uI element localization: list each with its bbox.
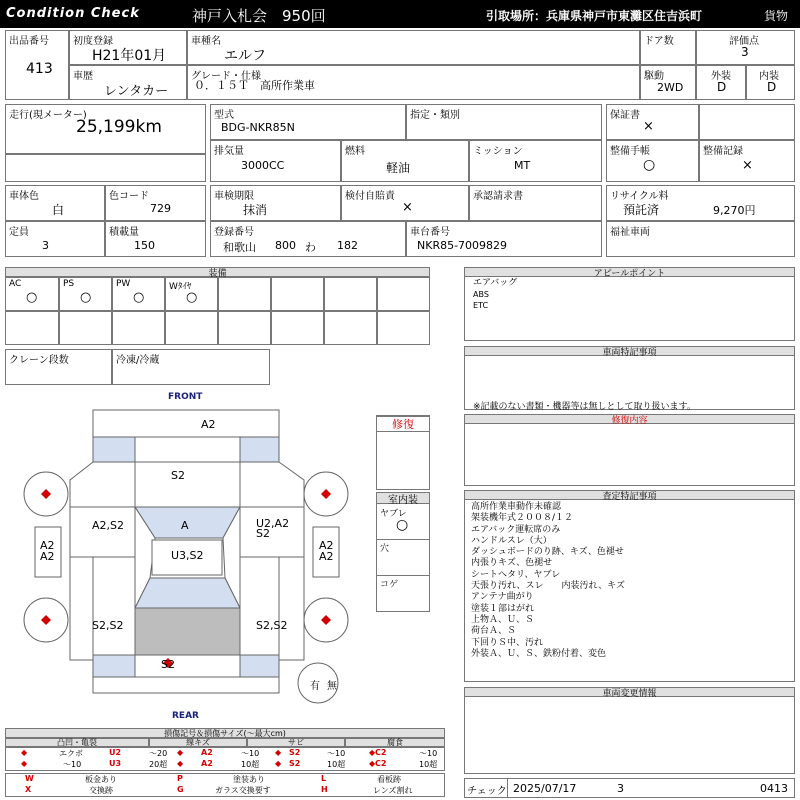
- inspection-line: 高所作業車動作未確認: [471, 502, 562, 512]
- history-cell: [69, 65, 187, 100]
- first-reg: H21年01月: [92, 48, 167, 64]
- equipment-grid: [5, 277, 430, 345]
- model-cell: [210, 104, 406, 140]
- liability-cell: [341, 185, 469, 221]
- legend-cell: A2: [201, 759, 213, 768]
- recycle-status: 預託済: [623, 203, 660, 217]
- front-label: FRONT: [168, 392, 203, 402]
- pickup-location: 引取場所：兵庫県神戸市東灘区住吉浜町: [486, 9, 703, 23]
- legend-cell: エクボ: [59, 749, 83, 758]
- mark-hood: S2: [171, 469, 185, 482]
- changes-title: 車両変更情報: [464, 687, 795, 697]
- equip-label: PS: [63, 279, 75, 289]
- load-label: 積載量: [109, 227, 139, 238]
- check-label: チェック: [467, 786, 507, 797]
- liability: ×: [402, 200, 413, 215]
- doors-label: ドア数: [644, 36, 674, 47]
- equip-empty: [271, 311, 324, 345]
- car-name: エルフ: [224, 48, 266, 64]
- mark-roof: A: [181, 519, 189, 532]
- legend-cell: C2: [375, 759, 387, 768]
- displacement-label: 排気量: [214, 146, 244, 157]
- score-cell: [696, 30, 795, 65]
- interior-title: 室内装: [376, 492, 430, 504]
- ext-cell: [696, 65, 746, 100]
- mark-left-side: A2 A2: [40, 539, 55, 563]
- special-panel: [464, 346, 795, 410]
- ext-grade: D: [717, 80, 727, 94]
- code-desc: 看板跡: [377, 775, 401, 784]
- legend-group: 線キズ: [149, 738, 247, 747]
- spare-no: 無: [327, 681, 337, 692]
- code-letter: X: [25, 785, 32, 794]
- first-reg-label: 初度登録: [73, 36, 113, 47]
- load-cell: [105, 221, 206, 257]
- changes-panel: [464, 687, 795, 774]
- fuel-cell: [341, 140, 469, 182]
- plate-no: 182: [337, 239, 358, 252]
- special-note: ※記載のない書類・機器等は無しとして取り扱います。: [473, 402, 696, 412]
- int-grade: D: [767, 80, 777, 94]
- footer-code: 0413: [760, 782, 788, 795]
- inspection-panel: [464, 490, 795, 682]
- lot-cell: [5, 30, 69, 100]
- mission-label: ミッション: [473, 146, 523, 157]
- code-letter: L: [321, 774, 327, 783]
- legend-cell: 10超: [419, 760, 438, 769]
- model: BDG-NKR85N: [221, 121, 295, 134]
- capacity-cell: [5, 221, 105, 257]
- equip-empty: [271, 277, 324, 311]
- rear-label: REAR: [172, 711, 199, 721]
- manual-label: 整備手帳: [610, 146, 650, 157]
- mark-right-side: A2 A2: [319, 539, 334, 563]
- legend-cell: U3: [109, 759, 122, 768]
- inspection-line: 天張り汚れ、スレ 内装汚れ、キズ: [471, 581, 625, 592]
- mileage-cell: [5, 104, 206, 154]
- welfare-cell: [606, 221, 795, 257]
- legend-cell: 〜10: [419, 749, 438, 758]
- appeal-item: エアバッグ: [473, 278, 518, 288]
- code-desc: 交換跡: [89, 786, 113, 795]
- type-cell: [406, 104, 602, 140]
- appeal-panel: [464, 267, 795, 341]
- equipment-title: 装備: [5, 267, 430, 277]
- equip-empty: [112, 311, 165, 345]
- warranty-extra: [699, 104, 795, 140]
- code-desc: レンズ割れ: [373, 786, 413, 795]
- interior-label: ヤブレ: [380, 509, 407, 519]
- lot-number: 413: [26, 61, 53, 77]
- color: 白: [52, 203, 65, 217]
- int-cell: [746, 65, 795, 100]
- equip-label: PW: [116, 279, 131, 289]
- warranty-cell: [606, 104, 699, 140]
- logo-text: Condition Check: [6, 6, 140, 21]
- inspection-line: シートへタリ、ヤブレ: [471, 569, 561, 580]
- legend: 損傷記号＆損傷サイズ(〜最大cm) 凸凹・亀裂 線キズ サビ 腐食 ◆ ◆ エクボ U2 〜20 〜10 U3 20超 ◆ ◆ A2 〜10 A2 10超 ◆ ◆ S2 〜10 S2 10超 ◆ ◆ C2 〜10 C2 10超 W 板金あり P 塗装あり L 看板跡 X 交換跡 G ガラス交換要す H レンズ割れ: [5, 728, 445, 798]
- displacement-cell: [210, 140, 341, 182]
- displacement: 3000CC: [241, 159, 285, 172]
- code-letter: W: [25, 774, 34, 783]
- interior-box: [376, 492, 430, 612]
- approval-label: 承認請求書: [473, 191, 523, 202]
- inspection-lines: [471, 502, 625, 660]
- legend-cell: 〜10: [327, 749, 346, 758]
- inspection-line: 荷台Ａ、Ｓ: [471, 626, 517, 637]
- repair-detail-panel: [464, 414, 795, 486]
- equip-item: [112, 277, 165, 311]
- equip-empty: [377, 277, 430, 311]
- legend-cell: S2: [289, 759, 301, 768]
- drive: 2WD: [657, 81, 684, 94]
- plate-label: 登録番号: [214, 227, 254, 238]
- recycle-cell: [606, 185, 795, 221]
- legend-title: 損傷記号＆損傷サイズ(〜最大cm): [5, 728, 445, 738]
- history-label: 車歴: [73, 71, 93, 82]
- equip-mark: ○: [26, 290, 38, 305]
- interior-label: 穴: [380, 544, 390, 554]
- code-desc: ガラス交換要す: [215, 786, 271, 795]
- plate-cell: [210, 221, 406, 257]
- model-label: 型式: [214, 110, 234, 121]
- plate-kana: わ: [305, 241, 316, 254]
- load: 150: [134, 239, 155, 252]
- liability-label: 検付自賠責: [345, 191, 395, 202]
- score: 3: [741, 45, 749, 59]
- equip-mark: ○: [133, 290, 145, 305]
- equip-empty: [5, 311, 59, 345]
- history: レンタカー: [104, 84, 169, 99]
- legend-group: サビ: [247, 738, 345, 747]
- legend-group: 腐食: [345, 738, 445, 747]
- warranty: ×: [643, 119, 654, 134]
- special-title: 車両特記事項: [464, 346, 795, 356]
- legend-cell: 10超: [241, 760, 260, 769]
- recycle-label: リサイクル料: [610, 191, 669, 202]
- chassis-cell: [406, 221, 602, 257]
- fridge-label: 冷凍/冷蔵: [116, 355, 160, 366]
- chassis-label: 車台番号: [410, 227, 450, 238]
- color-code: 729: [150, 202, 171, 215]
- car-diagram: [0, 388, 440, 723]
- equip-empty: [59, 311, 112, 345]
- inspection-line: ハンドルスレ（大）: [471, 535, 552, 546]
- legend-cell: 10超: [327, 760, 346, 769]
- inspection-line: ダッシュボードのり跡、キズ、色褪せ: [471, 547, 624, 558]
- inspection-line: 外装Ａ、Ｕ、Ｓ、鉄粉付着、変色: [471, 648, 607, 659]
- plate-area: 和歌山: [223, 241, 256, 254]
- header-bar: [0, 0, 800, 28]
- code-desc: 板金あり: [85, 775, 117, 784]
- welfare-label: 福祉車両: [610, 227, 650, 238]
- type-label: 指定・類別: [410, 110, 460, 121]
- mission: MT: [514, 159, 531, 172]
- mileage-extra: [5, 154, 206, 182]
- inspection-line: 内張りキズ、色褪せ: [471, 558, 553, 569]
- equip-empty: [218, 311, 271, 345]
- record-label: 整備記録: [703, 146, 743, 157]
- manual: ○: [643, 157, 656, 173]
- appeal-item: ABS: [473, 290, 489, 299]
- lot-label: 出品番号: [9, 36, 49, 47]
- legend-cell: C2: [375, 748, 387, 757]
- legend-cell: S2: [289, 748, 301, 757]
- equip-item: [165, 277, 218, 311]
- plate-num: 800: [275, 239, 296, 252]
- equip-empty: [377, 311, 430, 345]
- capacity: 3: [42, 239, 49, 252]
- ext-label: 外装: [711, 71, 731, 82]
- repair-box: [376, 415, 430, 490]
- mark-rear: S2: [161, 658, 175, 671]
- mark-left-rear: S2,S2: [92, 619, 124, 632]
- equip-empty: [324, 277, 377, 311]
- fuel-label: 燃料: [345, 146, 365, 157]
- legend-cell: U2: [109, 748, 122, 757]
- inspection-line: 下回りＳ中、汚れ: [471, 637, 544, 648]
- interior-mark: ○: [396, 517, 409, 533]
- footer-date: 2025/07/17: [513, 782, 577, 795]
- crane-label: クレーン段数: [9, 355, 69, 366]
- spare-yes: 有: [310, 681, 320, 692]
- color-code-label: 色コード: [109, 191, 149, 202]
- appeal-title: アピールポイント: [464, 267, 795, 277]
- score-label: 評価点: [729, 36, 759, 47]
- int-label: 内装: [759, 71, 779, 82]
- footer-num: 3: [617, 782, 624, 795]
- mileage: 25,199km: [76, 117, 162, 137]
- approval-cell: [469, 185, 602, 221]
- inspection-line: エアバック運転席のみ: [471, 524, 561, 535]
- inspect-label: 車検期限: [214, 191, 254, 202]
- inspect-cell: [210, 185, 341, 221]
- color-cell: [5, 185, 105, 221]
- warranty-label: 保証書: [610, 110, 640, 121]
- mission-cell: [469, 140, 602, 182]
- footer-bar: [464, 778, 795, 798]
- first-reg-cell: [69, 30, 187, 65]
- equip-item: [5, 277, 59, 311]
- fridge-cell: [112, 349, 270, 385]
- mark-right-rear: S2,S2: [256, 619, 288, 632]
- legend-cell: 〜20: [149, 749, 168, 758]
- legend-cell: 〜10: [63, 760, 82, 769]
- code-desc: 塗装あり: [233, 775, 265, 784]
- equip-mark: ○: [186, 290, 198, 305]
- record-cell: [699, 140, 795, 182]
- fuel: 軽油: [386, 161, 411, 175]
- repair-title: 修復: [376, 416, 430, 432]
- equip-empty: [324, 311, 377, 345]
- equip-empty: [218, 277, 271, 311]
- mark-right-front: U2,A2 S2: [256, 517, 290, 540]
- category: 貨物: [764, 9, 789, 23]
- equip-label: AC: [9, 279, 22, 289]
- repair-detail-title: 修復内容: [464, 414, 795, 424]
- mark-left-front: A2,S2: [92, 519, 125, 532]
- inspection-line: 塗装１部はがれ: [471, 603, 535, 614]
- equip-empty: [165, 311, 218, 345]
- mileage-label: 走行(現メーター): [9, 110, 87, 121]
- crane-cell: [5, 349, 112, 385]
- drive-cell: [640, 65, 696, 100]
- inspect: 抹消: [243, 203, 268, 217]
- equip-item: [59, 277, 112, 311]
- name-cell: [187, 30, 640, 65]
- mark-cabin: U3,S2: [171, 549, 204, 562]
- color-label: 車体色: [9, 191, 39, 202]
- manual-cell: [606, 140, 699, 182]
- legend-group: 凸凹・亀裂: [5, 738, 149, 747]
- legend-cell: 〜10: [241, 749, 260, 758]
- inspection-line: 上物Ａ、Ｕ、Ｓ: [471, 614, 535, 625]
- record: ×: [742, 158, 753, 173]
- equip-mark: ○: [80, 290, 92, 305]
- inspection-line: アンテナ曲がり: [471, 592, 534, 603]
- color-code-cell: [105, 185, 206, 221]
- inspection-line: 架装機年式２００８/１２: [471, 513, 574, 524]
- doors-cell: [640, 30, 696, 65]
- equip-label: Wﾀｲﾔ: [169, 282, 192, 292]
- code-letter: G: [177, 785, 184, 794]
- code-letter: H: [321, 785, 328, 794]
- capacity-label: 定員: [9, 227, 29, 238]
- legend-cell: 20超: [149, 760, 168, 769]
- legend-cell: A2: [201, 748, 213, 757]
- drive-label: 駆動: [644, 71, 664, 82]
- grade: ０．１５Ｔ 高所作業車: [194, 79, 315, 92]
- grade-label: グレード・仕様: [191, 71, 261, 82]
- recycle-fee: 9,270円: [713, 204, 756, 217]
- inspection-title: 査定特記事項: [464, 490, 795, 500]
- auction-title: 神戸入札会 950回: [192, 7, 326, 25]
- grade-cell: [187, 65, 640, 100]
- mark-front: A2: [201, 418, 216, 431]
- appeal-item: ETC: [473, 301, 489, 310]
- chassis: NKR85-7009829: [417, 239, 508, 252]
- name-label: 車種名: [191, 36, 221, 47]
- code-letter: P: [177, 774, 183, 783]
- interior-label: コゲ: [380, 580, 399, 590]
